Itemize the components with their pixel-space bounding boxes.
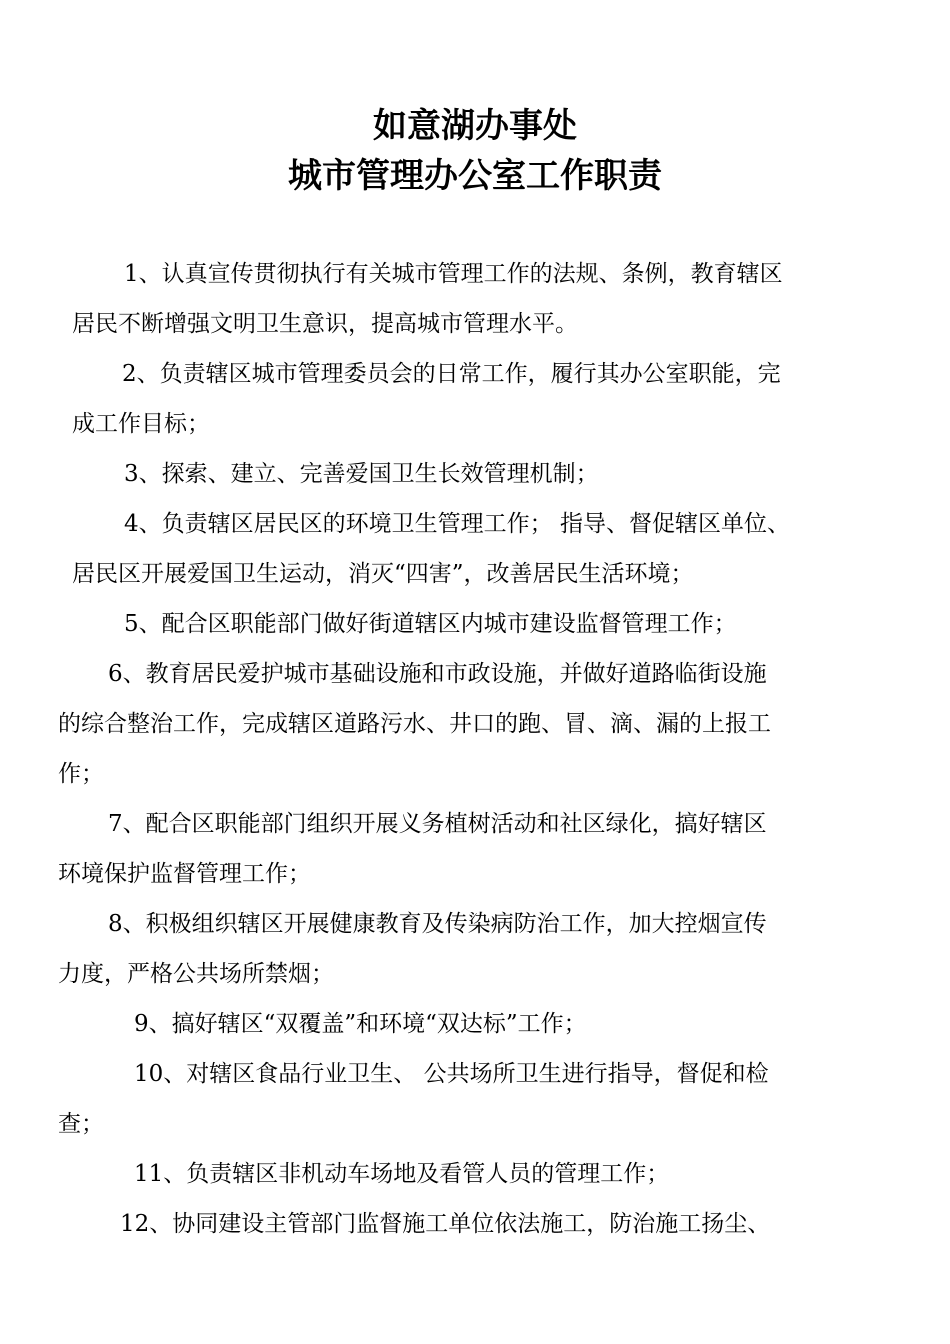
- duty-2-line-1: 2、负责辖区城市管理委员会的日常工作，履行其办公室职能，完: [122, 361, 781, 387]
- duty-10-line-2: 查；: [58, 1111, 104, 1137]
- duty-6-line-3: 作；: [58, 761, 104, 787]
- duty-5-line-1: 5、配合区职能部门做好街道辖区内城市建设监督管理工作；: [124, 611, 737, 637]
- duty-4-line-2: 居民区开展爱国卫生运动，消灭“四害”，改善居民生活环境；: [72, 561, 694, 587]
- duty-10-line-1: 10、对辖区食品行业卫生、 公共场所卫生进行指导，督促和检: [134, 1061, 769, 1087]
- duty-8-line-2: 力度，严格公共场所禁烟；: [58, 961, 334, 987]
- duty-1-line-1: 1、认真宣传贯彻执行有关城市管理工作的法规、条例，教育辖区: [124, 261, 783, 287]
- duty-8-line-1: 8、积极组织辖区开展健康教育及传染病防治工作，加大控烟宣传: [108, 911, 767, 937]
- duty-12-line-1: 12、协同建设主管部门监督施工单位依法施工，防治施工扬尘、: [120, 1211, 771, 1237]
- duty-1-line-2: 居民不断增强文明卫生意识，提高城市管理水平。: [72, 311, 578, 337]
- duty-11-line-1: 11、负责辖区非机动车场地及看管人员的管理工作；: [134, 1161, 670, 1187]
- document-title-line1: 如意湖办事处: [373, 106, 577, 146]
- duty-7-line-2: 环境保护监督管理工作；: [58, 861, 311, 887]
- duty-2-line-2: 成工作目标；: [72, 411, 210, 437]
- duty-3-line-1: 3、探索、建立、完善爱国卫生长效管理机制；: [124, 461, 599, 487]
- duty-9-line-1: 9、搞好辖区“双覆盖”和环境“双达标”工作；: [134, 1011, 587, 1037]
- document-title-line2: 城市管理办公室工作职责: [288, 156, 662, 196]
- duty-4-line-1: 4、负责辖区居民区的环境卫生管理工作； 指导、督促辖区单位、: [124, 511, 790, 537]
- duty-6-line-1: 6、教育居民爱护城市基础设施和市政设施，并做好道路临街设施: [108, 661, 767, 687]
- duty-7-line-1: 7、配合区职能部门组织开展义务植树活动和社区绿化，搞好辖区: [108, 811, 767, 837]
- duty-6-line-2: 的综合整治工作，完成辖区道路污水、井口的跑、冒、滴、漏的上报工: [58, 711, 771, 737]
